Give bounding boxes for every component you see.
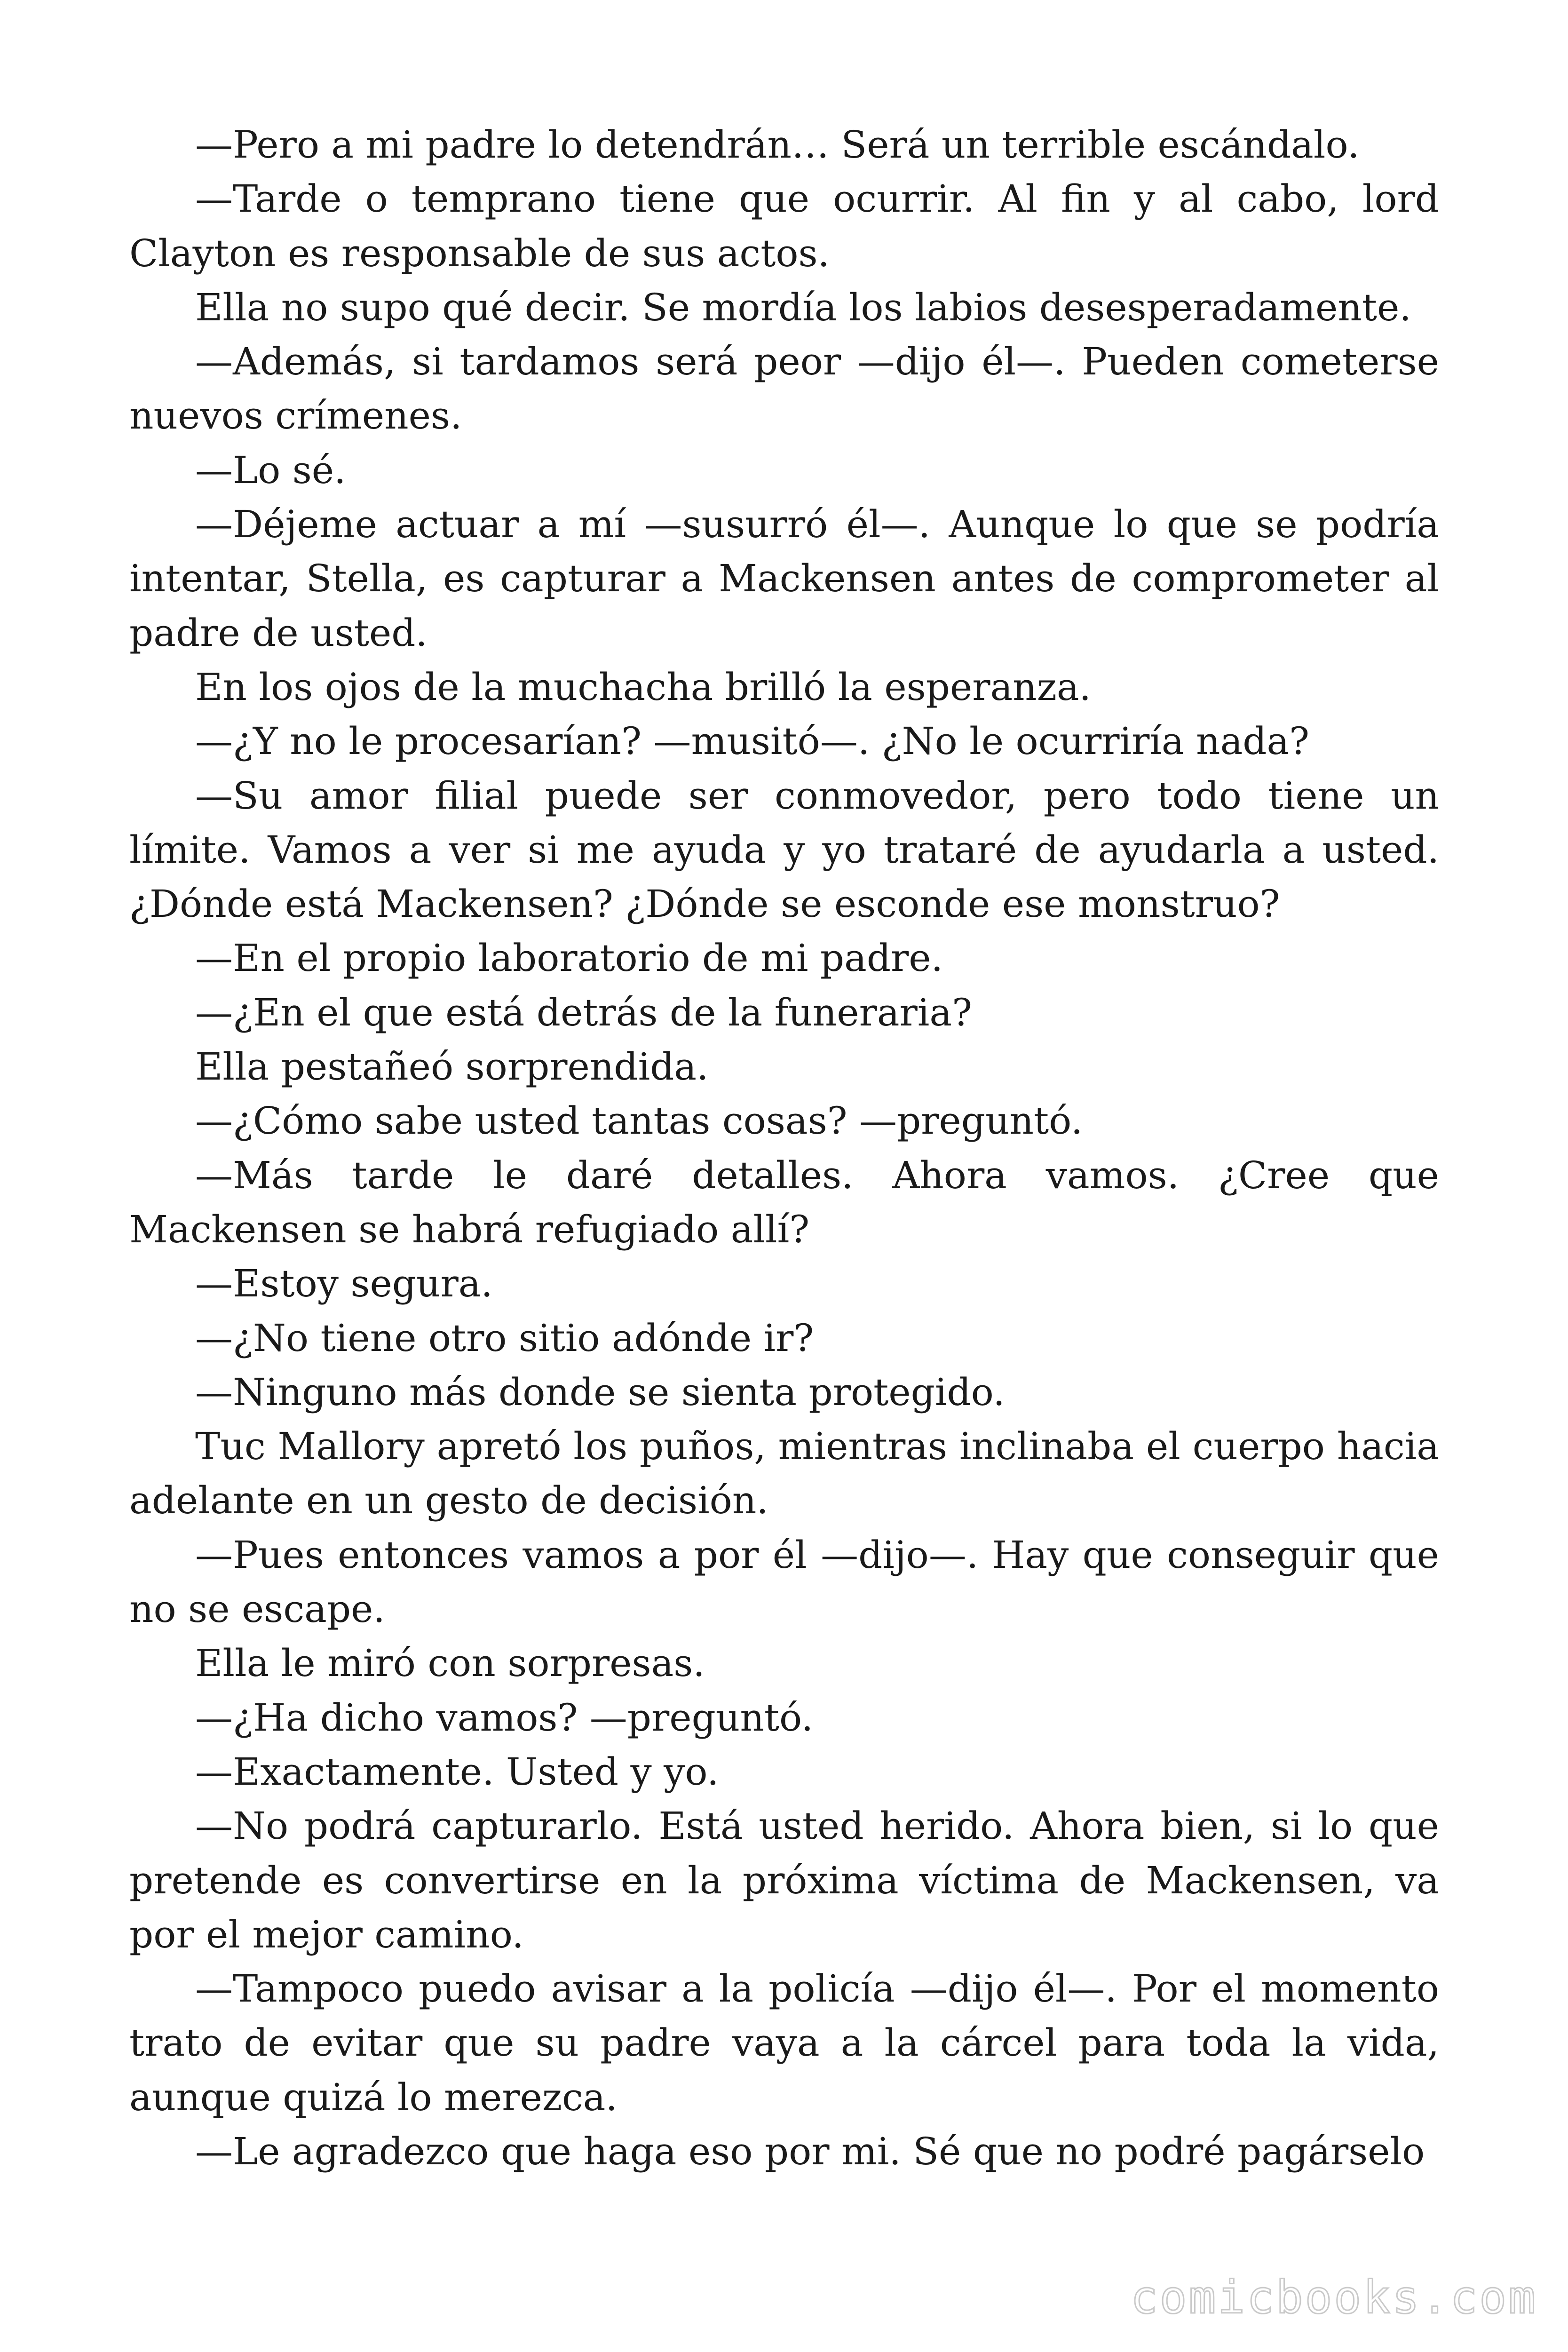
paragraph: —En el propio laboratorio de mi padre.	[195, 936, 943, 980]
site-watermark: comicbooks.com	[1130, 2271, 1537, 2324]
paragraph: —¿Cómo sabe usted tantas cosas? —preguntó.	[195, 1099, 1083, 1143]
paragraph: —¿Ha dicho vamos? —preguntó.	[195, 1695, 814, 1740]
paragraph: —Le agradezco que haga eso por mi. Sé que no podré pagárselo	[195, 2129, 1425, 2173]
paragraph: Ella pestañeó sorprendida.	[195, 1045, 709, 1089]
paragraph: —Lo sé.	[195, 448, 346, 492]
paragraph: —No podrá capturarlo. Está usted herido. Ahora bien, si lo que pretende es convertirse en la próxima víctima de Mackensen, va por el mejor camino.	[129, 1804, 1439, 1956]
paragraph: Ella no supo qué decir. Se mordía los labios desesperadamente.	[195, 285, 1411, 329]
paragraph: Tuc Mallory apretó los puños, mientras inclinaba el cuerpo hacia adelante en un gesto de decisión.	[129, 1424, 1439, 1523]
paragraph: Ella le miró con sorpresas.	[195, 1641, 705, 1685]
book-page-text	[129, 118, 1439, 2178]
paragraph: —Déjeme actuar a mí —susurró él—. Aunque lo que se podría intentar, Stella, es capturar a Mackensen antes de comprometer al padre de usted.	[129, 502, 1439, 655]
paragraph: —Ninguno más donde se sienta protegido.	[195, 1370, 1005, 1414]
paragraph: En los ojos de la muchacha brilló la esperanza.	[195, 665, 1091, 709]
paragraph: —¿Y no le procesarían? —musitó—. ¿No le ocurriría nada?	[195, 719, 1310, 763]
paragraph: —Exactamente. Usted y yo.	[195, 1749, 719, 1794]
paragraph: —¿En el que está detrás de la funeraria?	[195, 990, 972, 1034]
paragraph: —Tampoco puedo avisar a la policía —dijo él—. Por el momento trato de evitar que su padre vaya a la cárcel para toda la vida, aunque quizá lo merezca.	[129, 1967, 1439, 2119]
paragraph: —Pero a mi padre lo detendrán… Será un terrible escándalo.	[195, 123, 1360, 167]
paragraph: —Pues entonces vamos a por él —dijo—. Hay que conseguir que no se escape.	[129, 1533, 1439, 1631]
paragraph: —Tarde o temprano tiene que ocurrir. Al fin y al cabo, lord Clayton es responsable de sus actos.	[129, 177, 1439, 275]
paragraph: —Además, si tardamos será peor —dijo él—. Pueden cometerse nuevos crímenes.	[129, 340, 1439, 438]
paragraph: —Su amor filial puede ser conmovedor, pero todo tiene un límite. Vamos a ver si me ayuda y yo trataré de ayudarla a usted. ¿Dónde está Mackensen? ¿Dónde se esconde ese monstruo?	[129, 773, 1439, 926]
paragraph: —¿No tiene otro sitio adónde ir?	[195, 1316, 814, 1360]
paragraph: —Más tarde le daré detalles. Ahora vamos. ¿Cree que Mackensen se habrá refugiado allí?	[129, 1153, 1439, 1251]
paragraph: —Estoy segura.	[195, 1262, 493, 1306]
